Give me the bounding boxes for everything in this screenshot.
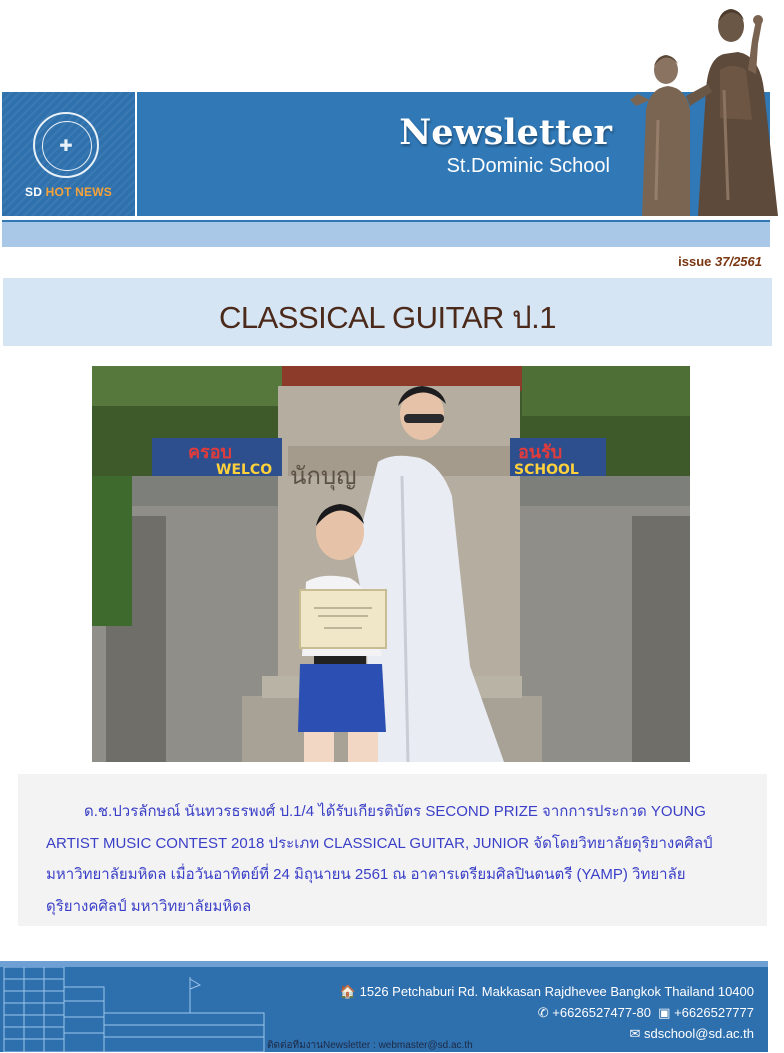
footer-email: ✉ sdschool@sd.ac.th: [629, 1026, 754, 1041]
phone-icon: ✆: [537, 1005, 549, 1020]
mail-icon: ✉: [629, 1026, 641, 1041]
issue-number: issue 37/2561: [678, 254, 762, 269]
banner-right-text: อนรับ: [518, 442, 563, 463]
hot-news-label: SD HOT NEWS: [25, 185, 112, 199]
school-seal-logo: ✚: [33, 112, 99, 178]
hot-news-panel: [2, 92, 135, 216]
header-bar: [2, 220, 770, 247]
monument-inscription: นักบุญ: [290, 462, 357, 490]
footer-address: 🏠 1526 Petchaburi Rd. Makkasan Rajdhevee Bangkok Thailand 10400: [339, 984, 754, 999]
home-icon: 🏠: [339, 984, 356, 999]
newsletter-title: Newsletter: [399, 112, 612, 153]
footer-phone-fax: ✆ +6626527477-80 ▣ +6626527777: [537, 1005, 754, 1020]
fax-icon: ▣: [658, 1005, 671, 1020]
school-name: St.Dominic School: [446, 155, 610, 177]
article-body: ด.ช.ปวรลักษณ์ นันทวรธรพงศ์ ป.1/4 ได้รับเกียรติบัตร SECOND PRIZE จากการประกวด YOUNG ARTIST MUSIC CONTEST 2018 ประเภท CLASSICAL GUITAR, JUNIOR จัดโดยวิทยาลัยดุริยางคศิลป์ มหาวิทยาลัยมหิดล เมื่อวันอาทิตย์ที่ 24 มิถุนายน 2561 ณ อาคารเตรียมศิลปินดนตรี (YAMP) วิทยาลัยดุริยางคศิลป์ มหาวิทยาลัยมหิดล: [46, 803, 713, 915]
banner-left-sub: WELCO: [216, 462, 273, 478]
school-building-illustration: [0, 967, 270, 1052]
article-title-band: [3, 278, 772, 346]
article-photo: [92, 366, 690, 762]
banner-right-sub: SCHOOL: [514, 462, 579, 478]
statue-image: [628, 0, 784, 216]
article-title: CLASSICAL GUITAR ป.1: [219, 300, 556, 335]
banner-left-text: ครอบ: [188, 442, 232, 463]
footer-contact-line: ติดต่อทีมงานNewsletter : webmaster@sd.ac.th: [267, 1040, 473, 1051]
article-body-box: [18, 774, 767, 926]
